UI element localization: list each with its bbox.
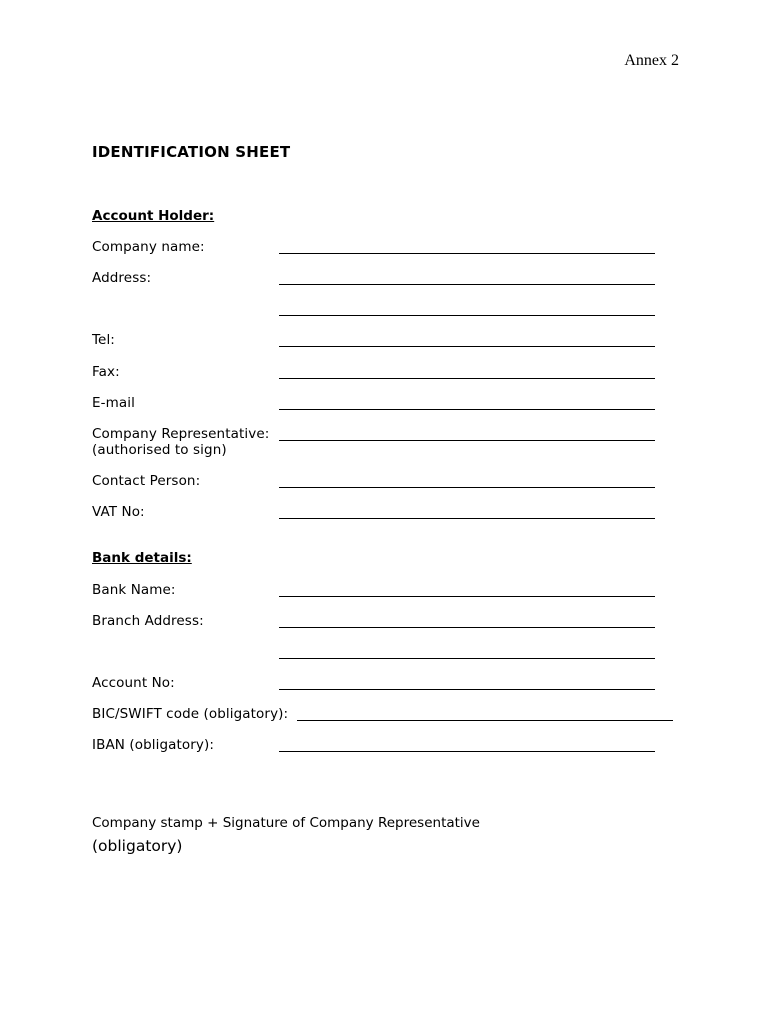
bic-swift-label: BIC/SWIFT code (obligatory): xyxy=(92,706,289,722)
annex-label: Annex 2 xyxy=(624,52,679,69)
address-label: Address: xyxy=(92,270,152,286)
address-field-line-2[interactable] xyxy=(279,315,655,316)
email-label: E-mail xyxy=(92,395,135,411)
vat-no-label: VAT No: xyxy=(92,504,145,520)
iban-label: IBAN (obligatory): xyxy=(92,737,215,753)
vat-no-field[interactable] xyxy=(279,518,655,519)
email-field[interactable] xyxy=(279,409,655,410)
branch-address-field-line-1[interactable] xyxy=(279,627,655,628)
company-rep-field[interactable] xyxy=(279,440,655,441)
account-holder-heading: Account Holder: xyxy=(92,208,215,224)
fax-field[interactable] xyxy=(279,378,655,379)
address-field-line-1[interactable] xyxy=(279,284,655,285)
bank-name-label: Bank Name: xyxy=(92,582,176,598)
company-rep-note: (authorised to sign) xyxy=(92,442,227,458)
company-name-field[interactable] xyxy=(279,253,655,254)
branch-address-label: Branch Address: xyxy=(92,613,204,629)
account-no-field[interactable] xyxy=(279,689,655,690)
company-name-label: Company name: xyxy=(92,239,205,255)
account-no-label: Account No: xyxy=(92,675,175,691)
stamp-signature-text: Company stamp + Signature of Company Representative xyxy=(92,815,480,831)
bank-details-heading: Bank details: xyxy=(92,550,192,566)
iban-field[interactable] xyxy=(279,751,655,752)
fax-label: Fax: xyxy=(92,364,120,380)
obligatory-note: (obligatory) xyxy=(92,837,183,855)
contact-person-label: Contact Person: xyxy=(92,473,201,489)
bic-swift-field[interactable] xyxy=(297,720,673,721)
company-rep-label: Company Representative: xyxy=(92,426,270,442)
bank-name-field[interactable] xyxy=(279,596,655,597)
tel-field[interactable] xyxy=(279,346,655,347)
contact-person-field[interactable] xyxy=(279,487,655,488)
branch-address-field-line-2[interactable] xyxy=(279,658,655,659)
tel-label: Tel: xyxy=(92,332,115,348)
page-title: IDENTIFICATION SHEET xyxy=(92,143,291,161)
